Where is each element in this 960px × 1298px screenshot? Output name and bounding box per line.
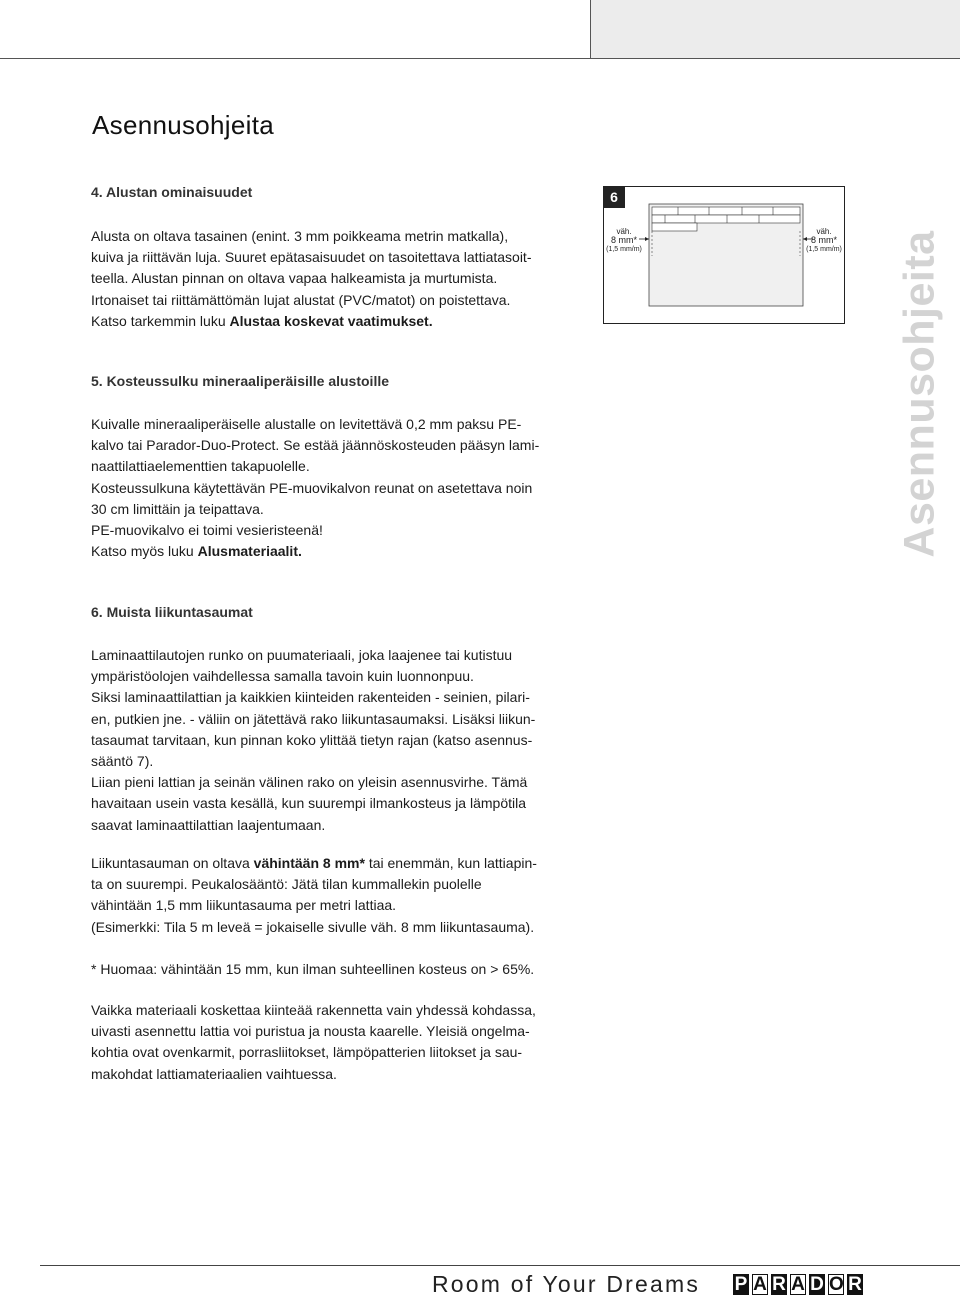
section-6-note [91, 959, 534, 980]
logo-letter: O [829, 1274, 844, 1295]
text-line: Laminaattilautojen runko on puumateriaali, joka laajenee tai kutistuu [91, 647, 513, 663]
text-line: Alusta on oltava tasainen (enint. 3 mm poikkeama metrin matkalla), [91, 228, 509, 244]
text-line: Kuivalle mineraaliperäiselle alustalle on levitettävä 0,2 mm paksu PE- [91, 416, 522, 432]
reference-link: Alusmateriaalit. [197, 543, 302, 560]
plank-row [652, 223, 697, 231]
gap-label-left-value: 8 mm* [610, 235, 638, 245]
text-line: 30 cm limittäin ja teipattava. [91, 500, 264, 517]
section-6-paragraph-3 [91, 1000, 536, 1085]
header-rule [0, 58, 590, 59]
text-line: vähintään 1,5 mm liikuntasauma per metri lattiaa. [91, 897, 397, 914]
figure-number: 6 [610, 189, 618, 205]
section-6-heading: 6. Muista liikuntasaumat [91, 604, 253, 620]
logo-letter: D [810, 1274, 824, 1295]
text-line: kuiva ja riittävän luja. Suuret epätasaisuudet on tasoitettava lattiatasoit- [91, 249, 532, 266]
text-line: Kosteussulkuna käytettävän PE-muovikalvon reunat on asetettava noin [91, 479, 533, 496]
header-tab [590, 0, 960, 59]
text-segment: Katso myös luku [91, 543, 198, 560]
text-line: PE-muovikalvo ei toimi vesieristeenä! [91, 521, 323, 538]
text-line: Liian pieni lattian ja seinän välinen rako on yleisin asennusvirhe. Tämä [91, 774, 528, 791]
text-line: Vaikka materiaali koskettaa kiinteää rakennetta vain yhdessä kohdassa, [91, 1002, 536, 1018]
section-6-paragraph-1 [91, 645, 535, 836]
text-line: kalvo tai Parador-Duo-Protect. Se estää jäännöskosteuden pääsyn lami- [91, 437, 540, 454]
emphasis-text: vähintään 8 mm* [253, 855, 365, 871]
logo-letter: R [848, 1274, 862, 1295]
text-line: makohdat lattiamateriaalien vaihtuessa. [91, 1065, 337, 1082]
section-5-text [91, 414, 539, 562]
text-line: (Esimerkki: Tila 5 m leveä = jokaiselle sivulle väh. 8 mm liikuntasauma). [91, 918, 535, 935]
plank-row [652, 207, 800, 215]
plank-row [652, 215, 800, 223]
footer-rule [40, 1265, 960, 1266]
parador-logo [733, 1274, 863, 1295]
footer-slogan: Room of Your Dreams [432, 1271, 701, 1297]
text-line: ympäristöolojen vaihdellessa samalla tavoin kuin luonnonpuu. [91, 668, 474, 685]
logo-letter: A [753, 1274, 767, 1295]
section-5-heading: 5. Kosteussulku mineraaliperäisille alustoille [91, 373, 390, 389]
text-line [91, 541, 539, 562]
gap-label-left-prefix: väh. [616, 227, 632, 236]
gap-label-right-rate: (1,5 mm/m) [806, 246, 842, 253]
logo-letter: A [791, 1274, 805, 1295]
section-6-paragraph-2 [91, 853, 537, 938]
gap-label-right-value: 8 mm* [810, 235, 838, 245]
section-4-heading: 4. Alustan ominaisuudet [91, 184, 253, 200]
text-line: * Huomaa: vähintään 15 mm, kun ilman suhteellinen kosteus on > 65%. [91, 961, 535, 977]
text-line: naattilattiaelementtien takapuolelle. [91, 458, 310, 475]
text-line: ta on suurempi. Peukalosääntö: Jätä tilan kummallekin puolelle [91, 876, 482, 893]
text-line: teella. Alustan pinnan on oltava vapaa halkeamista ja murtumista. [91, 270, 498, 287]
text-segment: tai enemmän, kun lattiapin- [364, 855, 537, 871]
text-line: Siksi laminaattilattian ja kaikkien kiinteiden rakenteiden - seinien, pilari- [91, 689, 530, 706]
text-segment: Katso tarkemmin luku [91, 312, 230, 329]
text-line: Irtonaiset tai riittämättömän lujat alustat (PVC/matot) on poistettava. [91, 291, 511, 308]
text-line: en, putkien jne. - väliin on jätettävä rako liikuntasaumaksi. Lisäksi liikun- [91, 710, 536, 727]
text-line: tasaumat tarvitaan, kun pinnan koko ylittää tietyn rajan (katso asennus- [91, 731, 533, 748]
side-title: Asennusohjeita [895, 230, 944, 558]
logo-letter: P [734, 1274, 748, 1295]
text-line [91, 311, 531, 332]
text-line: uivasti asennettu lattia voi puristua ja nousta kaarelle. Yleisiä ongelma- [91, 1023, 530, 1040]
logo-letter: R [772, 1274, 786, 1295]
text-line: sääntö 7). [91, 752, 154, 769]
gap-label-left-rate: (1,5 mm/m) [606, 246, 642, 253]
expansion-gap-figure [603, 186, 845, 324]
text-line: kohtia ovat ovenkarmit, porrasliitokset, lämpöpatterien liitokset ja sau- [91, 1044, 523, 1061]
text-line [91, 853, 537, 874]
reference-link: Alustaa koskevat vaatimukset. [229, 312, 433, 329]
gap-label-right-prefix: väh. [816, 227, 832, 236]
section-4-text [91, 226, 531, 332]
page-title: Asennusohjeita [92, 110, 274, 140]
text-segment: Liikuntasauman on oltava [91, 855, 254, 871]
text-line: havaitaan usein vasta kesällä, kun suurempi ilmankosteus ja lämpötila [91, 795, 527, 812]
text-line: saavat laminaattilattian laajentumaan. [91, 816, 326, 833]
